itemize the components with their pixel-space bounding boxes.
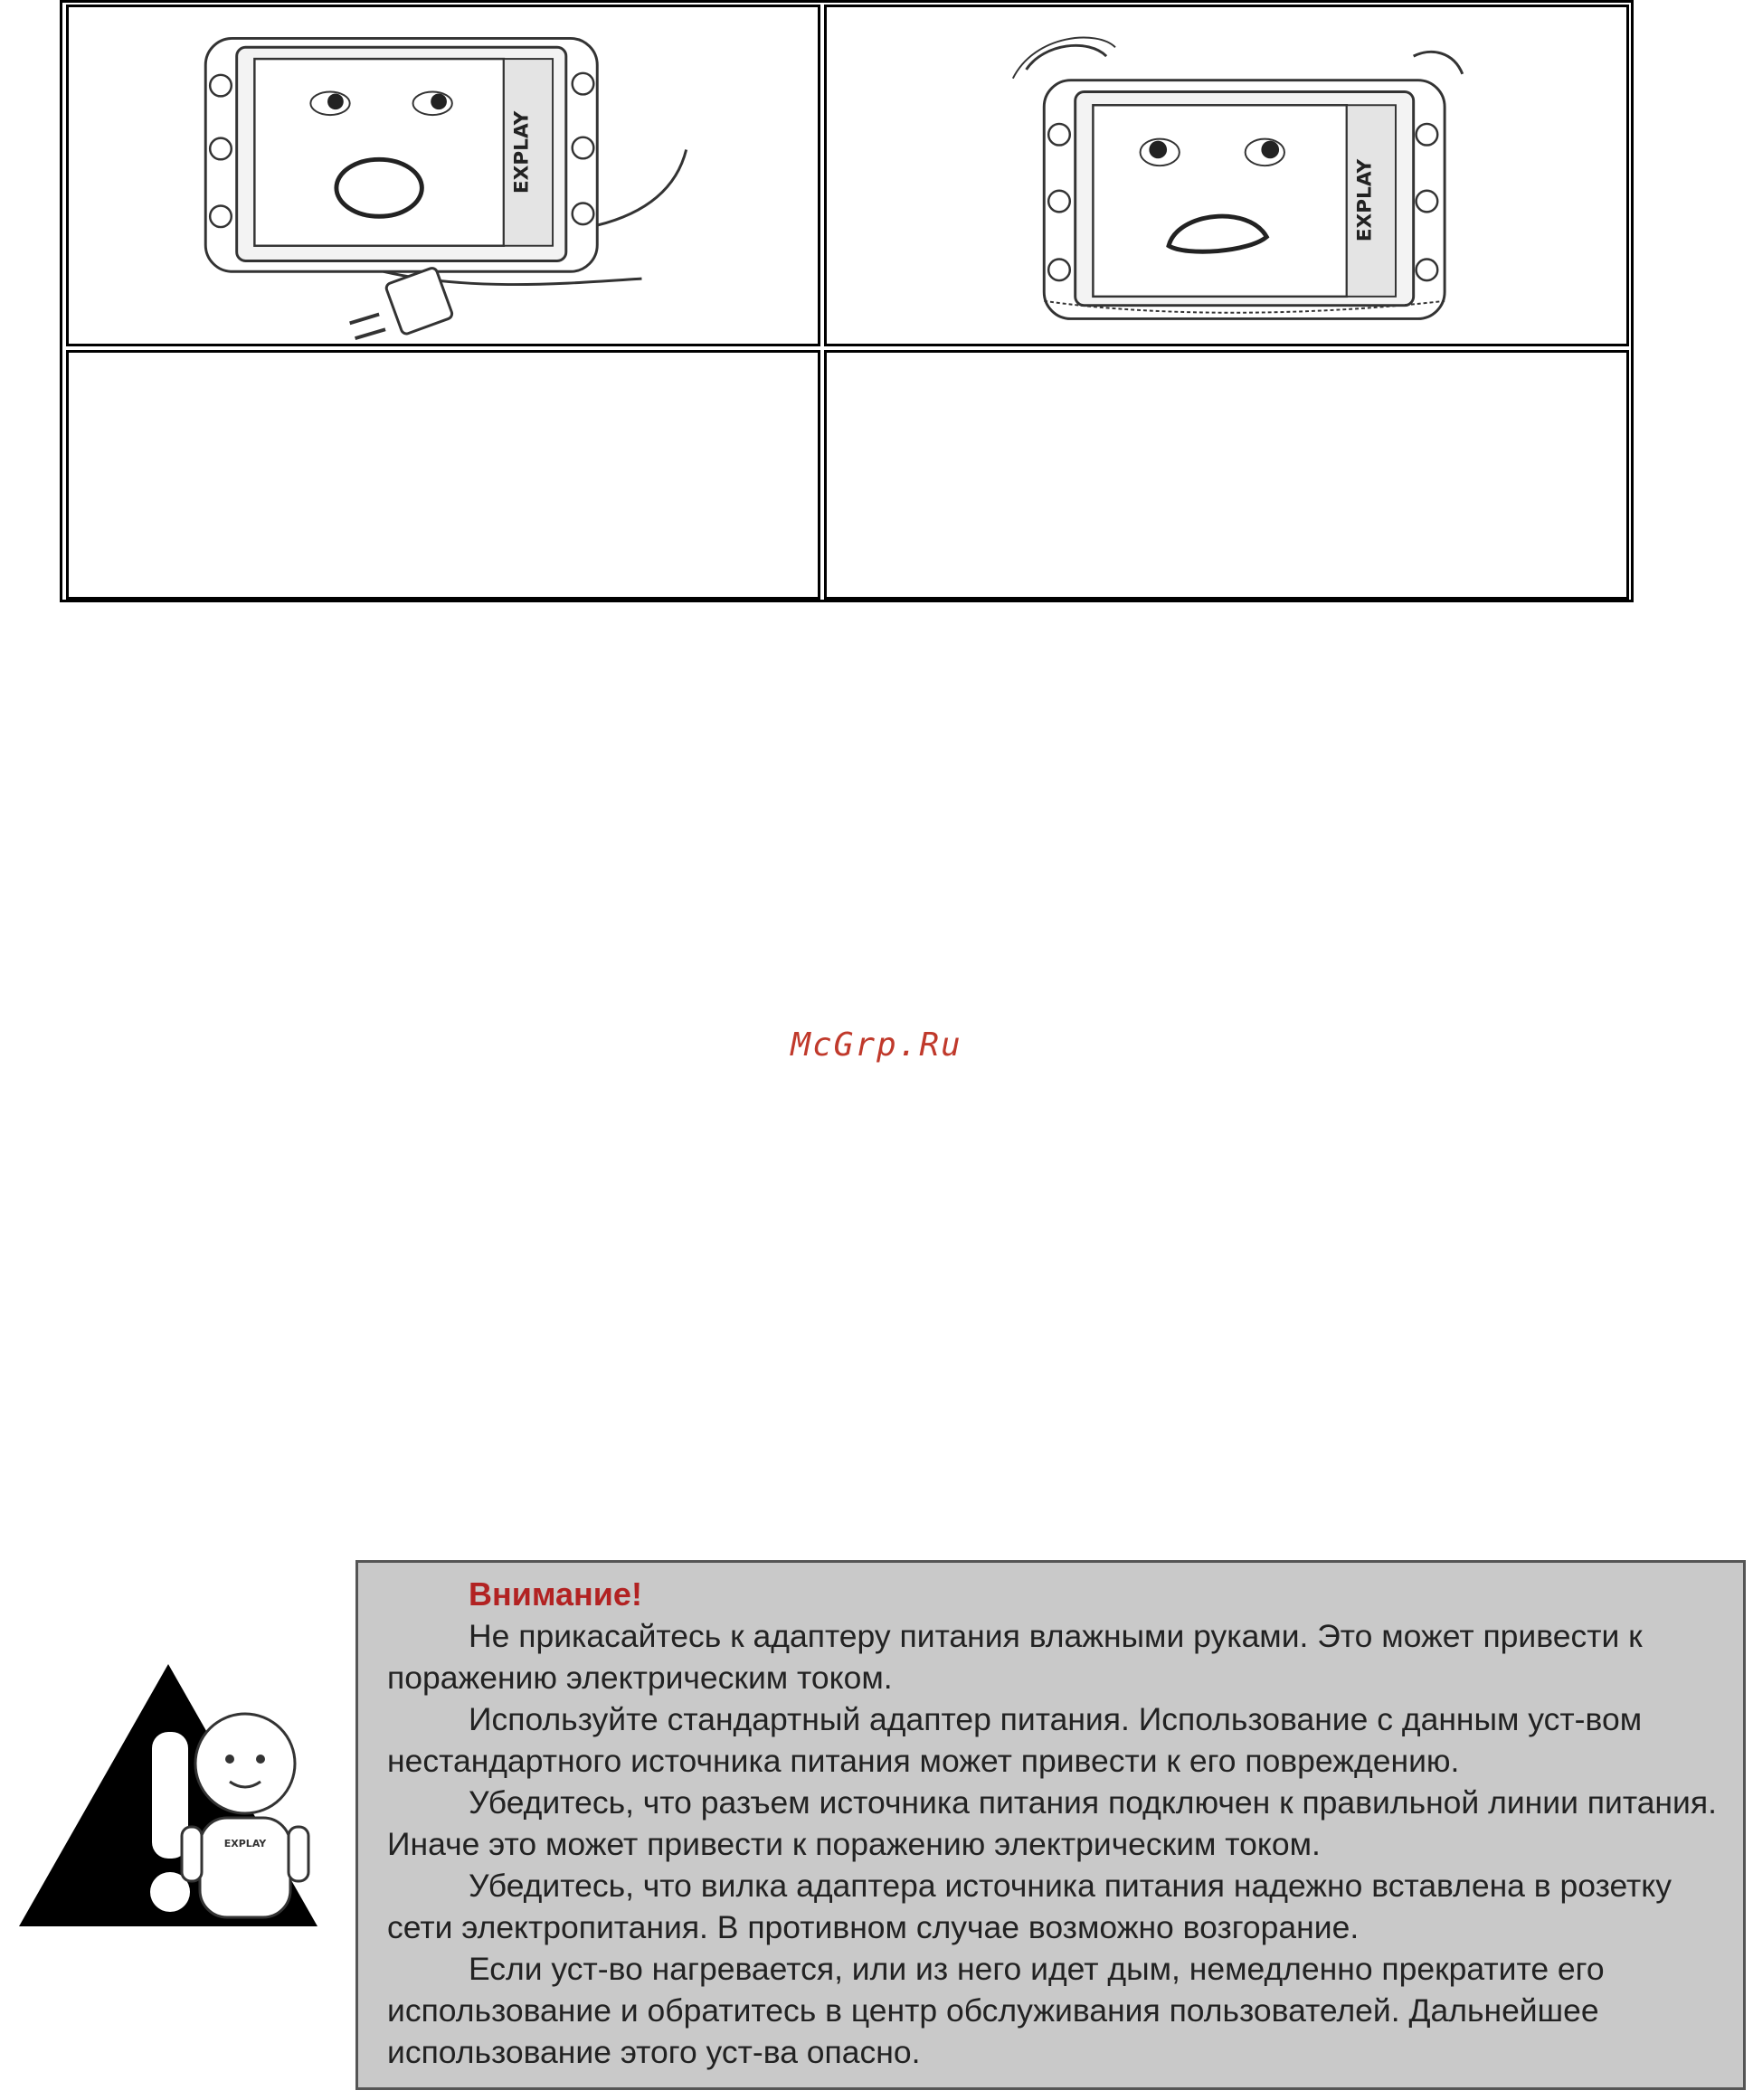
watermark: McGrp.Ru [791, 1026, 962, 1064]
warning-title: Внимание! [469, 1575, 642, 1613]
shaking-device-illustration [827, 7, 1626, 344]
cell-wet-device [66, 5, 820, 346]
cell-shaking-device [824, 5, 1629, 346]
cell-empty-right [824, 350, 1629, 600]
device-brand-label-right: EXPLAY [1353, 158, 1377, 242]
warning-paragraph: Убедитесь, что разъем источника питания подключен к правильной линии питания. Иначе это может привести к поражению электрическим током. [387, 1784, 1717, 1862]
device-with-cable-illustration [69, 7, 818, 344]
cell-empty-left [66, 350, 820, 600]
warning-paragraph: Не прикасайтесь к адаптеру питания влажными руками. Это может привести к поражению электрическим током. [387, 1618, 1643, 1696]
warning-paragraph: Убедитесь, что вилка адаптера источника питания надежно вставлена в розетку сети электропитания. В противном случае возможно возгорание. [387, 1868, 1672, 1945]
warning-paragraph: Используйте стандартный адаптер питания. Использование с данным уст-вом нестандартного источника питания может привести к его повреждению. [387, 1701, 1643, 1779]
warning-paragraph: Если уст-во нагревается, или из него идет дым, немедленно прекратите его использование и обратитесь в центр обслуживания пользователей. Дальнейшее использование этого уст-ва опасно. [387, 1951, 1605, 2070]
warning-box [355, 1560, 1746, 2090]
device-brand-label: EXPLAY [510, 110, 534, 194]
warning-triangle-icon [14, 1655, 322, 1944]
illustration-table [60, 0, 1634, 602]
mascot-brand-label: EXPLAY [223, 1838, 267, 1849]
